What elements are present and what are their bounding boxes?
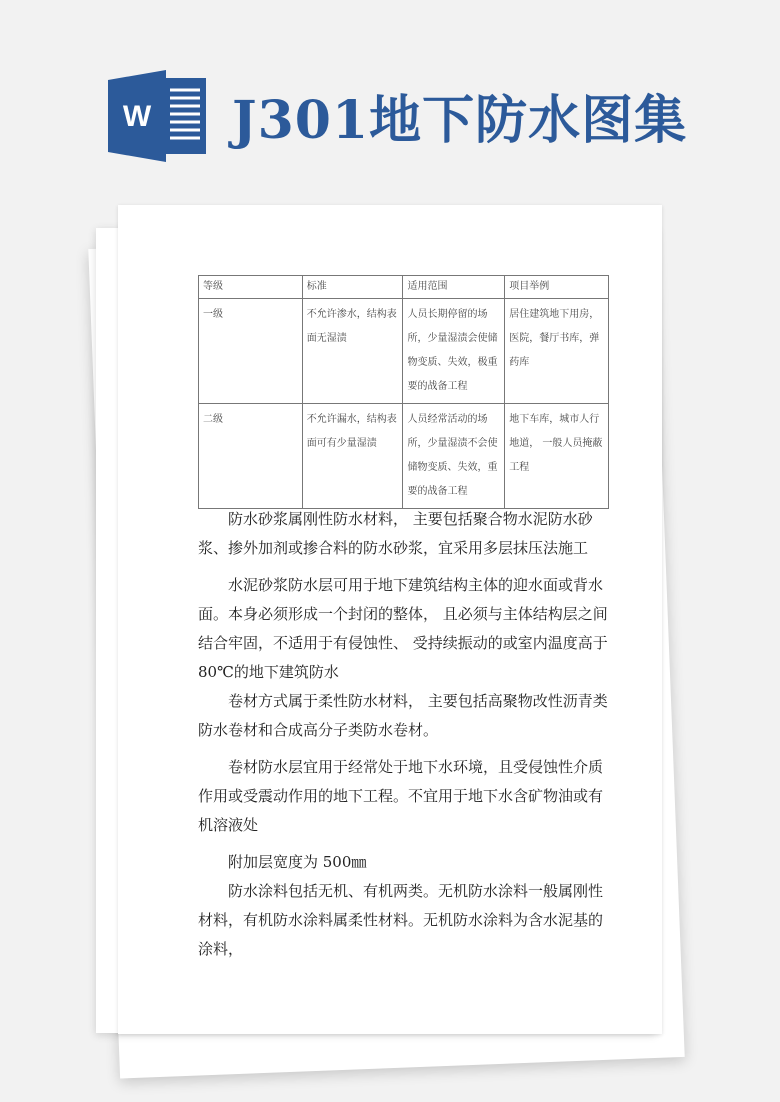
table-row <box>199 404 609 509</box>
table-header-cell: 等级 <box>199 276 303 299</box>
document-title: J301地下防水图集 <box>232 90 688 151</box>
table-cell: 二级 <box>199 404 303 509</box>
paragraph: 附加层宽度为 500㎜ <box>228 853 367 871</box>
table-cell: 一级 <box>199 299 303 404</box>
table-cell: 地下车库，城市人行地道， 一般人员掩蔽工程 <box>505 404 609 509</box>
paragraph: 卷材防水层宜用于经常处于地下水环境，且受侵蚀性介质作用或受震动作用的地下工程。不宜用于地下水含矿物油或有机溶液处 <box>198 758 604 834</box>
svg-text:W: W <box>122 100 152 133</box>
table-header-cell: 适用范围 <box>403 276 505 299</box>
paragraph: 防水涂料包括无机、有机两类。无机防水涂料一般属刚性材料，有机防水涂料属柔性材料。无机防水涂料为含水泥基的涂料， <box>198 882 604 958</box>
table-header-row <box>199 276 609 299</box>
paragraph: 卷材方式属于柔性防水材料， 主要包括高聚物改性沥青类防水卷材和合成高分子类防水卷材。 <box>198 692 608 739</box>
document-page <box>118 205 662 1034</box>
paragraph: 水泥砂浆防水层可用于地下建筑结构主体的迎水面或背水面。本身必须形成一个封闭的整体， 且必须与主体结构层之间结合牢固，不适用于有侵蚀性、 受持续振动的或室内温度高于 80℃的地下建筑防水 <box>198 576 608 681</box>
table-cell: 人员长期停留的场所，少量湿渍会使储物变质、失效，极重要的战备工程 <box>403 299 505 404</box>
word-logo-icon <box>108 70 208 162</box>
table-cell: 不允许渗水，结构表面无湿渍 <box>302 299 403 404</box>
table-header-cell: 标准 <box>302 276 403 299</box>
table-row <box>199 299 609 404</box>
table-cell: 不允许漏水，结构表面可有少量湿渍 <box>302 404 403 509</box>
waterproof-grade-table <box>198 275 609 509</box>
table-header-cell: 项目举例 <box>505 276 609 299</box>
table-cell: 人员经常活动的场所，少量湿渍不会使储物变质、失效，重要的战备工程 <box>403 404 505 509</box>
table-cell: 居住建筑地下用房，医院，餐厅书库，弹药库 <box>505 299 609 404</box>
paragraph: 防水砂浆属刚性防水材料， 主要包括聚合物水泥防水砂浆、掺外加剂或掺合料的防水砂浆，宜采用多层抹压法施工 <box>198 510 593 557</box>
document-body <box>198 505 610 964</box>
